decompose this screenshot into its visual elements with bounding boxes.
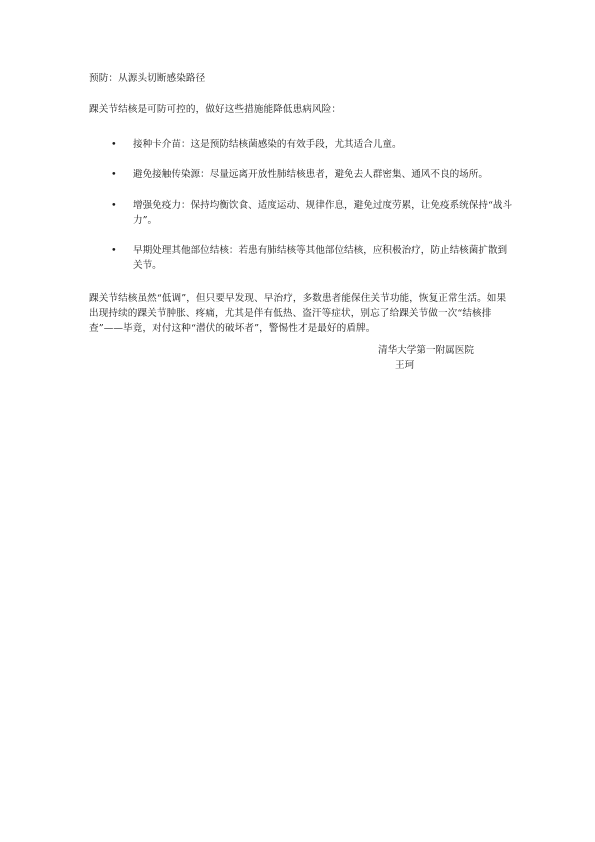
bullet-text: 早期处理其他部位结核：若患有肺结核等其他部位结核，应积极治疗，防止结核菌扩散到关节。	[133, 245, 508, 271]
intro-paragraph: 踝关节结核是可防可控的，做好这些措施能降低患病风险：	[89, 104, 342, 115]
signature-organization: 清华大学第一附属医院	[378, 345, 474, 356]
signature-author: 王珂	[395, 360, 415, 371]
bullet-text: 增强免疫力：保持均衡饮食、适度运动、规律作息，避免过度劳累，让免疫系统保持“战斗力”。	[133, 200, 513, 226]
bullet-icon: •	[111, 245, 117, 256]
bullet-text: 避免接触传染源：尽量远离开放性肺结核患者，避免去人群密集、通风不良的场所。	[133, 169, 488, 180]
bullet-icon: •	[111, 200, 117, 211]
bullet-icon: •	[111, 139, 117, 150]
closing-paragraph: 踝关节结核虽然“低调”，但只要早发现、早治疗，多数患者能保住关节功能，恢复正常生活。如果出现持续的踝关节肿胀、疼痛，尤其是伴有低热、盗汗等症状，别忘了给踝关节做一次“结核排查”——毕竟，对付这种“潜伏的破坏者”，警惕性才是最好的盾牌。	[89, 293, 507, 334]
bullet-text: 接种卡介苗：这是预防结核菌感染的有效手段，尤其适合儿童。	[133, 139, 402, 150]
bullet-icon: •	[111, 169, 117, 180]
section-heading: 预防：从源头切断感染路径	[89, 73, 206, 84]
